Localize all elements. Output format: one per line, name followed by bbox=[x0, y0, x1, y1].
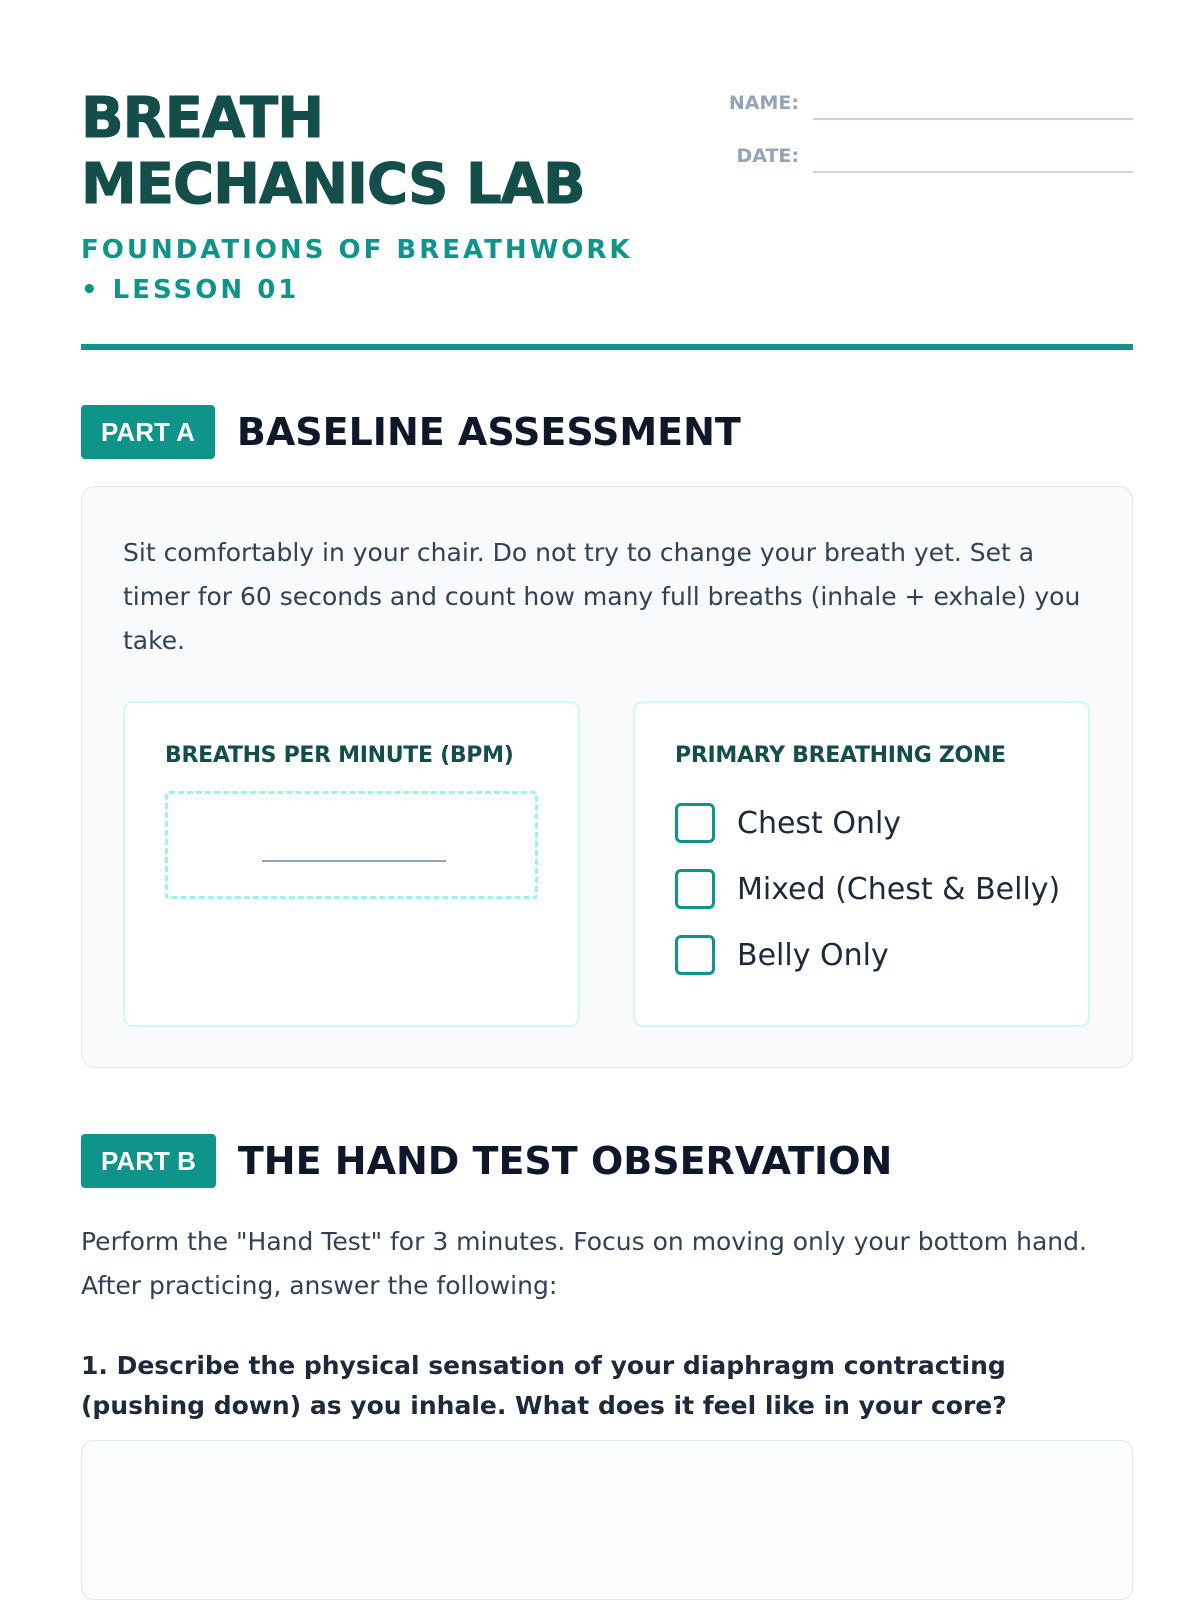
page-title: BREATH MECHANICS LAB bbox=[81, 86, 585, 217]
checkbox-belly-only[interactable] bbox=[675, 935, 715, 975]
zone-option-mixed[interactable] bbox=[675, 869, 1060, 909]
checkbox-chest-only[interactable] bbox=[675, 803, 715, 843]
zone-title: PRIMARY BREATHING ZONE bbox=[675, 743, 1006, 768]
part-a-title: BASELINE ASSESSMENT bbox=[236, 410, 741, 454]
checkbox-mixed[interactable] bbox=[675, 869, 715, 909]
breathing-zone-card bbox=[633, 701, 1090, 1027]
page-subtitle: FOUNDATIONS OF BREATHWORK • LESSON 01 bbox=[81, 235, 633, 305]
part-a-panel bbox=[81, 486, 1133, 1068]
question-1: 1. Describe the physical sensation of your diaphragm contracting (pushing down) as you inhale. What does it feel like in your core? bbox=[81, 1351, 1007, 1420]
part-b-instructions: Perform the "Hand Test" for 3 minutes. Focus on moving only your bottom hand. After practicing, answer the following: bbox=[81, 1227, 1087, 1300]
date-label: DATE: bbox=[736, 145, 799, 167]
name-label: NAME: bbox=[728, 92, 799, 114]
header-divider bbox=[81, 344, 1133, 350]
worksheet-header bbox=[81, 86, 1133, 348]
student-info bbox=[723, 86, 1133, 192]
part-b-title: THE HAND TEST OBSERVATION bbox=[237, 1139, 893, 1183]
zone-option-belly[interactable] bbox=[675, 935, 889, 975]
name-row bbox=[723, 86, 1133, 120]
zone-option-chest[interactable] bbox=[675, 803, 901, 843]
name-field[interactable] bbox=[813, 86, 1133, 120]
part-b-heading bbox=[81, 1134, 892, 1188]
option-label: Belly Only bbox=[737, 937, 889, 973]
part-a-instructions: Sit comfortably in your chair. Do not try to change your breath yet. Set a timer for 60 seconds and count how many full breaths (inhale + exhale) you take. bbox=[123, 538, 1081, 655]
option-label: Chest Only bbox=[737, 805, 902, 841]
part-a-badge: PART A bbox=[81, 405, 215, 459]
option-label: Mixed (Chest & Belly) bbox=[737, 871, 1061, 907]
question-1-answer-box[interactable] bbox=[81, 1440, 1133, 1600]
date-field[interactable] bbox=[813, 139, 1133, 173]
bpm-answer-line bbox=[262, 860, 446, 862]
bpm-input[interactable] bbox=[165, 791, 538, 899]
date-row bbox=[723, 139, 1133, 173]
bpm-title: BREATHS PER MINUTE (BPM) bbox=[165, 743, 514, 768]
bpm-card bbox=[123, 701, 580, 1027]
part-a-heading bbox=[81, 405, 741, 459]
part-b-badge: PART B bbox=[81, 1134, 216, 1188]
